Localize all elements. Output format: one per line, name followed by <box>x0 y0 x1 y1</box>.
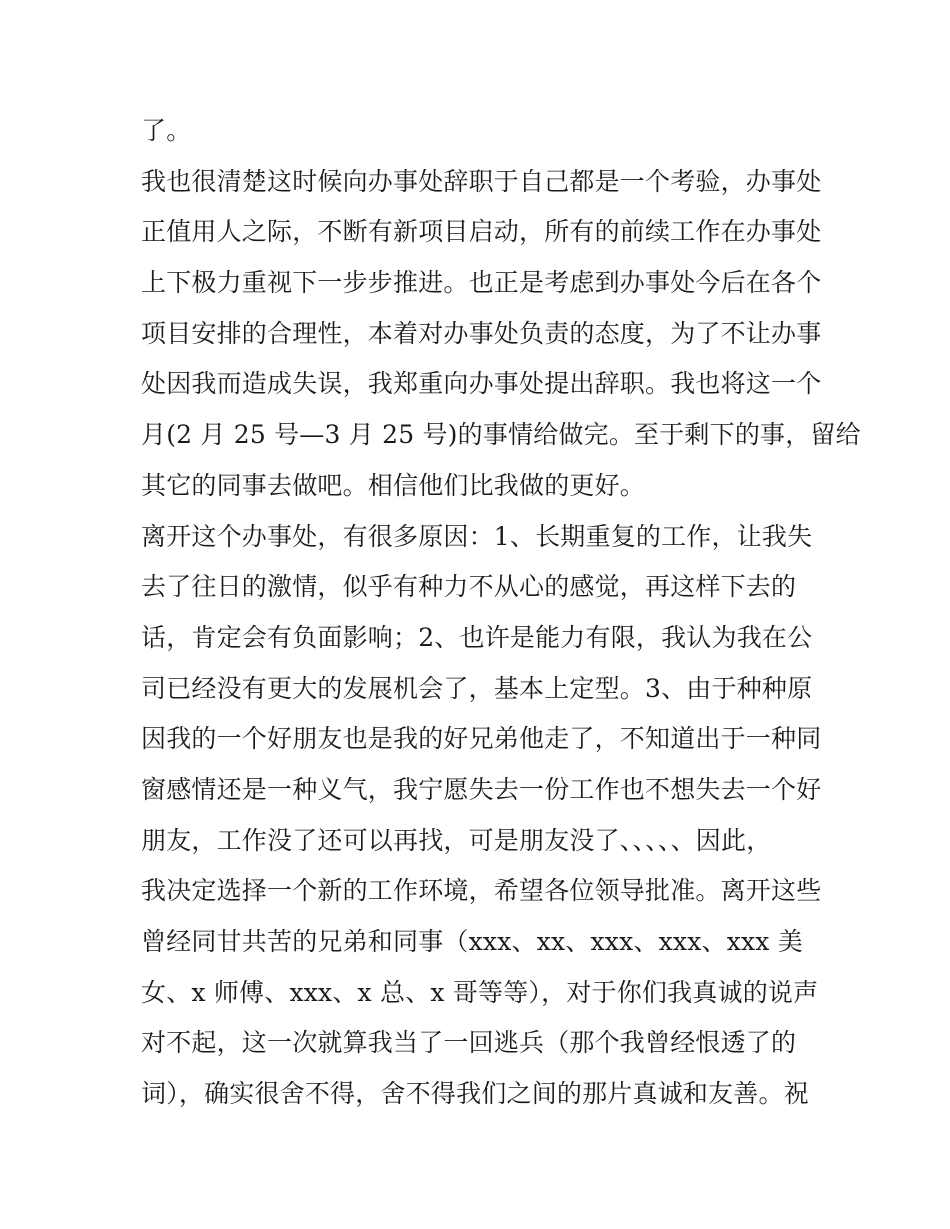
text-line: 上下极力重视下一步步推进。也正是考虑到办事处今后在各个 <box>141 268 822 298</box>
text-line: 正值用人之际，不断有新项目启动，所有的前续工作在办事处 <box>141 217 822 247</box>
text-line: 话，肯定会有负面影响；2、也许是能力有限，我认为我在公 <box>141 622 813 652</box>
text-line: 其它的同事去做吧。相信他们比我做的更好。 <box>141 470 646 500</box>
text-line: 月(2 月 25 号—3 月 25 号)的事情给做完。至于剩下的事，留给 <box>141 420 861 450</box>
text-line: 处因我而造成失误，我郑重向办事处提出辞职。我也将这一个 <box>141 369 822 399</box>
text-line: 离开这个办事处，有很多原因：1、长期重复的工作，让我失 <box>141 521 813 551</box>
text-line: 词），确实很舍不得，舍不得我们之间的那片真诚和友善。祝 <box>141 1079 809 1109</box>
text-line: 朋友，工作没了还可以再找，可是朋友没了、、、、、因此， <box>141 825 772 855</box>
text-line: 窗感情还是一种义气，我宁愿失去一份工作也不想失去一个好 <box>141 774 822 804</box>
text-line: 项目安排的合理性，本着对办事处负责的态度，为了不让办事 <box>141 318 822 348</box>
text-line: 因我的一个好朋友也是我的好兄弟他走了，不知道出于一种同 <box>141 724 822 754</box>
text-line: 司已经没有更大的发展机会了，基本上定型。3、由于种种原 <box>141 673 813 703</box>
text-line: 我决定选择一个新的工作环境，希望各位领导批准。离开这些 <box>141 876 822 906</box>
body-text <box>141 106 861 1120</box>
text-line: 我也很清楚这时候向办事处辞职于自己都是一个考验，办事处 <box>141 166 822 196</box>
text-line: 对不起，这一次就算我当了一回逃兵（那个我曾经恨透了的 <box>141 1028 797 1058</box>
text-line: 曾经同甘共苦的兄弟和同事（xxx、xx、xxx、xxx、xxx 美 <box>141 927 803 956</box>
text-line: 了。 <box>141 116 192 145</box>
text-line: 女、x 师傅、xxx、x 总、x 哥等等），对于你们我真诚的说声 <box>141 977 819 1007</box>
text-line: 去了往日的激情，似乎有种力不从心的感觉，再这样下去的 <box>141 572 797 602</box>
